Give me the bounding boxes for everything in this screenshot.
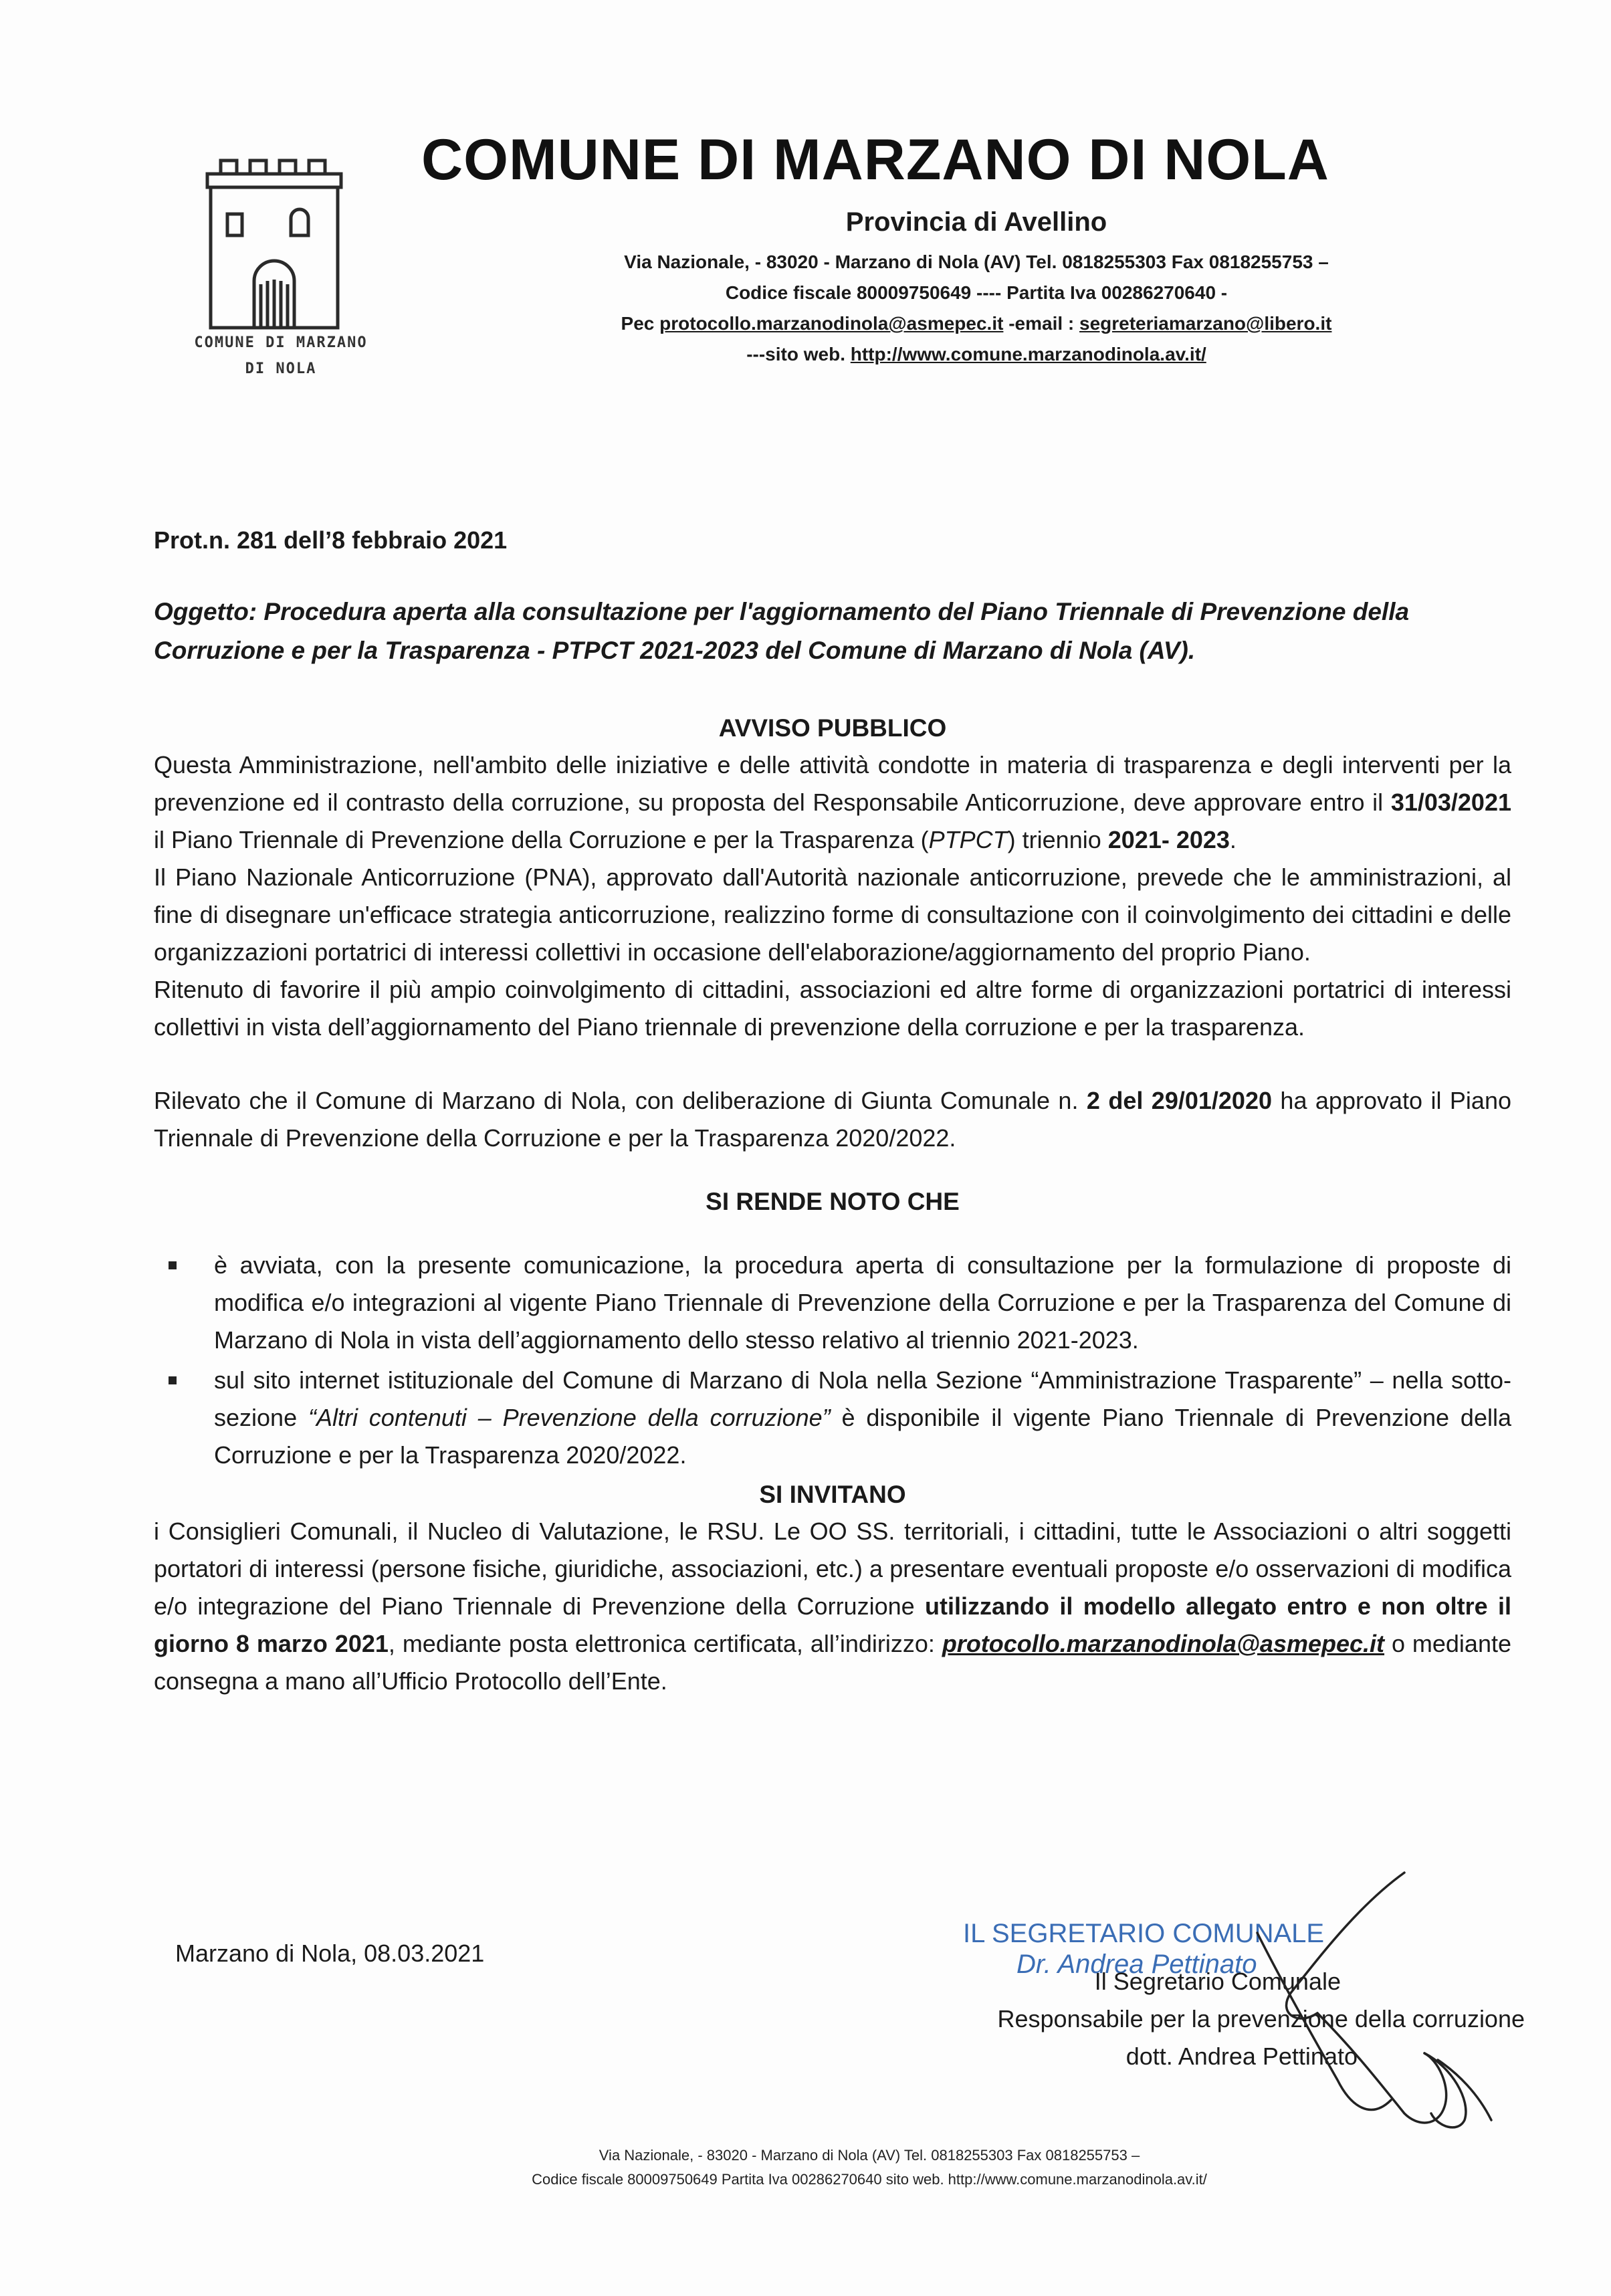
- signatory-title: Il Segretario Comunale: [1094, 1968, 1341, 1995]
- handwritten-signature-icon: [1237, 1859, 1518, 2140]
- subject-line: Oggetto: Procedura aperta alla consultazione per l'aggiornamento del Piano Triennale di Prevenzione della Corruzione e per la Trasparenza - PTPCT 2021-2023 del Comune di Marzano di Nola (AV).: [154, 598, 1410, 664]
- email-link[interactable]: segreteriamarzano@libero.it: [1079, 313, 1332, 334]
- web-label: ---sito web.: [746, 344, 851, 364]
- text-span: Questa Amministrazione, nell'ambito delle iniziative e delle attività condotte in materia di trasparenza e degli interventi per la prevenzione ed il contrasto della corruzione, su proposta del Responsabile Anticorruzione, deve approvare entro il: [154, 751, 1511, 816]
- text-span: ) triennio: [1007, 826, 1108, 853]
- bullet-icon: [169, 1261, 177, 1269]
- page-footer: [401, 2144, 1337, 2192]
- triennium-years: 2021- 2023: [1107, 826, 1230, 853]
- paragraph-ritenuto: Ritenuto di favorire il più ampio coinvolgimento di cittadini, associazioni ed altre forme di organizzazioni portatrici di interessi collettivi in vista dell’aggiornamento del Piano triennale di prevenzione della corruzione e per la trasparenza.: [154, 976, 1511, 1041]
- signatory-name: dott. Andrea Pettinato: [1125, 2043, 1358, 2070]
- deadline-date: 31/03/2021: [1390, 789, 1511, 816]
- text-span: , mediante posta elettronica certificata, all’indirizzo:: [388, 1630, 942, 1657]
- footer-fiscal-web: Codice fiscale 80009750649 Partita Iva 00286270640 sito web. http://www.comune.marzanodinola.av.it/: [532, 2171, 1207, 2188]
- letterhead-contacts: [508, 207, 1444, 370]
- emblem-caption-line2: DI NOLA: [245, 360, 317, 377]
- place-date: Marzano di Nola, 08.03.2021: [175, 1940, 485, 1967]
- pec-email-line: [508, 308, 1444, 339]
- deadline-instruction: utilizzando il modello allegato entro e non oltre il giorno 8 marzo 2021: [154, 1592, 1512, 1657]
- list-item: [154, 1247, 1511, 1359]
- paragraph-pna: Il Piano Nazionale Anticorruzione (PNA), approvato dall'Autorità nazionale anticorruzione, prevede che le amministrazioni, al fine di disegnare un'efficace strategia anticorruzione, realizzino forme di consultazione con il coinvolgimento dei cittadini e delle organizzazioni portatrici di interessi collettivi in occasione dell'elaborazione/aggiornamento del proprio Piano.: [154, 863, 1511, 966]
- text-span: i Consiglieri Comunali, il Nucleo di Valutazione, le RSU. Le OO SS. territoriali, i cittadini, tutte le Associazioni o altri soggetti portatori di interessi (persone fisiche, giuridiche, associazioni, etc.) a presentare eventuali proposte e/o osservazioni di modifica e/o integrazione del Piano Triennale di Prevenzione della Corruzione: [154, 1518, 1511, 1620]
- municipality-title: COMUNE DI MARZANO DI NOLA: [421, 128, 1329, 192]
- paragraph-rilevato: [154, 1082, 1511, 1157]
- heading-avviso: AVVISO PUBBLICO: [718, 714, 947, 742]
- subsection-name: “Altri contenuti – Prevenzione della corruzione”: [308, 1404, 831, 1431]
- resolution-ref: 2 del 29/01/2020: [1086, 1087, 1272, 1114]
- heading-rende-noto: SI RENDE NOTO CHE: [706, 1188, 960, 1215]
- text-span: o mediante consegna a mano all’Ufficio Protocollo dell’Ente.: [154, 1630, 1511, 1695]
- address-line: Via Nazionale, - 83020 - Marzano di Nola (AV) Tel. 0818255303 Fax 0818255753 –: [624, 251, 1329, 272]
- ptpct-acronym: PTPCT: [928, 826, 1008, 853]
- text-span: Rilevato che il Comune di Marzano di Nola, con deliberazione di Giunta Comunale n.: [154, 1087, 1087, 1114]
- document-body: [154, 522, 1511, 1700]
- stamp-line2: Dr. Andrea Pettinato: [1016, 1950, 1257, 1979]
- text-span: è avviata, con la presente comunicazione, la procedura aperta di consultazione per la formulazione di proposte di modifica e/o integrazioni al vigente Piano Triennale di Prevenzione della Corruzione e per la Trasparenza del Comune di Marzano di Nola in vista dell’aggiornamento dello stesso relativo al triennio 2021-2023.: [214, 1251, 1511, 1354]
- pec-address-link[interactable]: protocollo.marzanodinola@asmepec.it: [942, 1630, 1385, 1657]
- protocol-number: Prot.n. 281 dell’8 febbraio 2021: [154, 526, 508, 554]
- website-link[interactable]: http://www.comune.marzanodinola.av.it/: [850, 344, 1206, 364]
- signatory-role: Responsabile per la prevenzione della corruzione: [997, 2005, 1525, 2032]
- fiscal-line: Codice fiscale 80009750649 ---- Partita Iva 00286270640 -: [725, 282, 1228, 303]
- province-line: Provincia di Avellino: [845, 207, 1107, 237]
- emblem-caption-line1: COMUNE DI MARZANO: [194, 334, 368, 351]
- list-item: [154, 1362, 1511, 1474]
- heading-invitano: SI INVITANO: [759, 1481, 906, 1508]
- text-span: sul sito internet istituzionale del Comune di Marzano di Nola nella Sezione “Amministrazione Trasparente” – nella sotto-sezione: [214, 1366, 1511, 1431]
- stamp-line1: IL SEGRETARIO COMUNALE: [963, 1919, 1325, 1948]
- bullet-icon: [169, 1376, 177, 1384]
- paragraph-intro: [154, 746, 1511, 859]
- pec-link[interactable]: protocollo.marzanodinola@asmepec.it: [659, 313, 1004, 334]
- notice-list: [154, 1247, 1511, 1474]
- footer-address: Via Nazionale, - 83020 - Marzano di Nola (AV) Tel. 0818255303 Fax 0818255753 –: [599, 2147, 1140, 2164]
- pec-label: Pec: [621, 313, 660, 334]
- text-span: .: [1229, 826, 1237, 853]
- text-span: il Piano Triennale di Prevenzione della Corruzione e per la Trasparenza (: [154, 826, 929, 853]
- text-span: ha approvato il Piano Triennale di Prevenzione della Corruzione e per la Trasparenza 2020/2022.: [154, 1087, 1511, 1152]
- emblem-caption: [160, 334, 401, 387]
- web-line: [508, 339, 1444, 370]
- email-label: -email :: [1003, 313, 1080, 334]
- paragraph-invitation: [154, 1513, 1511, 1700]
- text-span: è disponibile il vigente Piano Triennale di Prevenzione della Corruzione e per la Trasparenza 2020/2022.: [214, 1404, 1511, 1469]
